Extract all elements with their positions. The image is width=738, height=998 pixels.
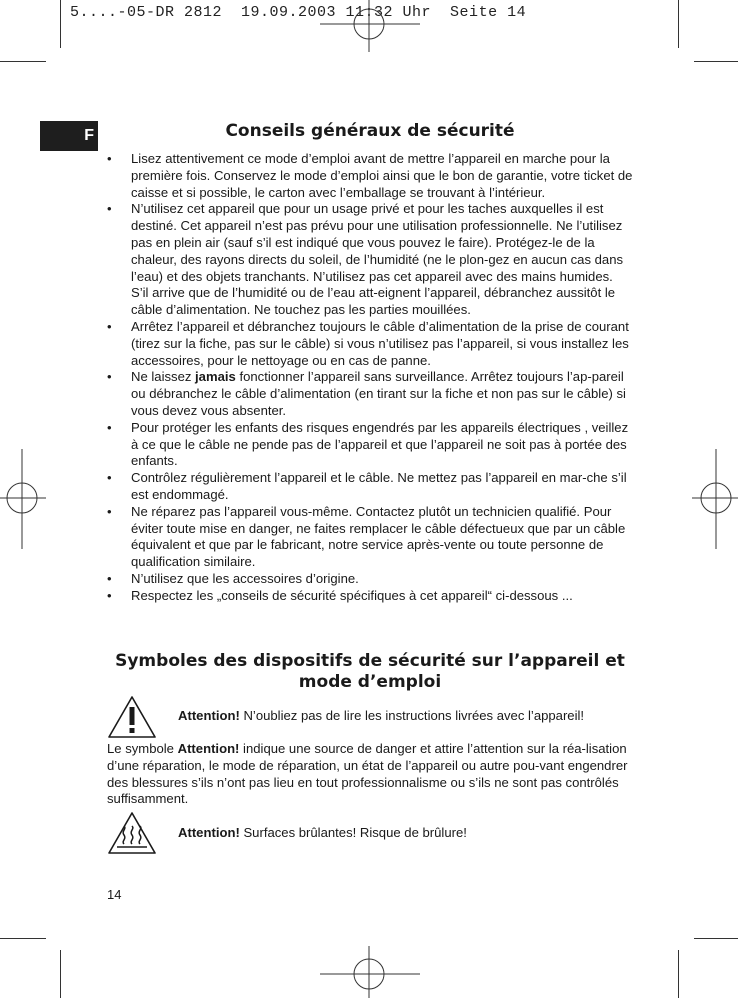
bullet: •: [107, 587, 112, 603]
bullet: •: [107, 318, 112, 334]
warning-hot-text: [178, 825, 467, 840]
list-item: [107, 201, 633, 319]
warning-message: Surfaces brûlantes! Risque de brûlure!: [239, 825, 467, 840]
bullet: •: [107, 201, 112, 217]
rule-text: Contrôlez régulièrement l’appareil et le câble. Ne mettez pas l’appareil en mar-che s’il est endommagé.: [131, 470, 627, 502]
bullet: •: [107, 369, 112, 385]
page-title: Conseils généraux de sécurité: [225, 121, 515, 141]
crop-mark-tr-v: [678, 0, 679, 48]
language-tab: F: [40, 121, 98, 151]
rule-text: Pour protéger les enfants des risques engendrés par les appareils électriques , veillez à ce que le câble ne pende pas de l’appareil et que l’appareil ne soit pas à portée des enfants.: [131, 419, 629, 469]
hot-surface-triangle-icon: [107, 811, 157, 855]
warning-label: Attention!: [178, 825, 240, 840]
registration-mark-top: [320, 0, 420, 52]
list-item: [107, 151, 633, 201]
list-item: [107, 369, 633, 419]
symbol-explanation: [107, 741, 633, 808]
registration-mark-right: [692, 449, 738, 549]
list-item: [107, 470, 633, 504]
warning-general-row: [107, 700, 633, 740]
bullet: •: [107, 151, 112, 166]
rule-text: Respectez les „conseils de sécurité spécifiques à cet appareil“ ci-dessous ...: [131, 587, 573, 603]
bullet: •: [107, 570, 112, 586]
crop-mark-bl-v: [60, 950, 61, 998]
rule-text: N’utilisez que les accessoires d’origine.: [131, 570, 359, 586]
rule-text: Ne laissez: [131, 369, 196, 385]
exclamation-triangle-icon: [107, 695, 157, 739]
explanation-text: Le symbole: [107, 741, 178, 756]
rule-text-cont: fonctionner l’appareil sans surveillance. Arrêtez toujours l’ap-pareil ou débranchez le câble d’alimentation (en tirant sur la fiche et non pas sur le câble) si vous devez vous absenter.: [131, 369, 626, 418]
warning-label: Attention!: [178, 708, 240, 723]
registration-mark-bottom: [320, 946, 420, 998]
print-header: 5....-05-DR 2812 19.09.2003 11:32 Uhr Seite 14: [70, 4, 527, 21]
safety-rules-list: [107, 151, 633, 605]
bullet: •: [107, 470, 112, 486]
list-item: [107, 571, 633, 588]
crop-mark-tl-v: [60, 0, 61, 48]
page-number: 14: [107, 887, 122, 902]
rule-text: Lisez attentivement ce mode d’emploi avant de mettre l’appareil en marche pour la première fois. Conservez le mode d’emploi ainsi que le bon de garantie, votre ticket de caisse et si possible, le carton avec l’emballage se trouvant à l’intérieur.: [131, 151, 633, 200]
warning-general-text: [178, 708, 584, 723]
crop-mark-tl-h: [0, 61, 46, 62]
list-item: [107, 504, 633, 571]
warning-hot-row: [107, 813, 633, 857]
registration-mark-left: [0, 449, 46, 549]
bullet: •: [107, 419, 112, 435]
rule-text: Ne réparez pas l’appareil vous-même. Contactez plutôt un technicien qualifié. Pour éviter toute mise en danger, ne faites remplacer le câble défectueux que par un câble équivalent et que par le fabricant, notre service après-vente ou toute personne de qualification similaire.: [131, 503, 626, 570]
warning-message: N’oubliez pas de lire les instructions livrées avec l’appareil!: [239, 708, 585, 723]
list-item: [107, 588, 633, 605]
explanation-emphasis: Attention!: [177, 741, 240, 756]
crop-mark-bl-h: [0, 938, 46, 939]
rule-emphasis: jamais: [195, 369, 236, 385]
bullet: •: [107, 503, 112, 519]
crop-mark-br-v: [678, 950, 679, 998]
rule-text: N’utilisez cet appareil que pour un usage privé et pour les taches auxquelles il est destiné. Cet appareil n’est pas prévu pour une utilisation professionnelle. Ne l’utilisez pas en plein air (sauf s’il est indiqué que vous pouvez le faire). Protégez-le de la chaleur, des rayons directs du soleil, de l’humidité (ne le plon-gez en aucun cas dans l’eau) et des objets tranchants. N’utilisez pas cet appareil avec des mains humides. S’il arrive que de l’humidité ou de l’eau att-eignent l’appareil, débranchez aussitôt le câble d’alimentation. Ne touchez pas les parties mouillées.: [131, 201, 624, 318]
rule-text: Arrêtez l’appareil et débranchez toujours le câble d’alimentation de la prise de courant (tirez sur la fiche, pas sur le câble) si vous n’utilisez pas l’appareil, si vous installez les accessoires, pour le nettoyage ou en cas de panne.: [131, 318, 629, 368]
explanation-text-cont: indique une source de danger et attire l’attention sur la réa-lisation d’une réparation, le mode de réparation, un état de l’appareil ou autre pou-vant engendrer des blessures s’ils n’ont pas lieu en tout professionnalisme ou s’ils ne sont pas contrôlés suffisamment.: [107, 741, 628, 807]
list-item: [107, 319, 633, 369]
crop-mark-br-h: [694, 938, 738, 939]
crop-mark-tr-h: [694, 61, 738, 62]
symbols-section-title: Symboles des dispositifs de sécurité sur l’appareil et mode d’emploi: [115, 651, 625, 692]
list-item: [107, 420, 633, 470]
